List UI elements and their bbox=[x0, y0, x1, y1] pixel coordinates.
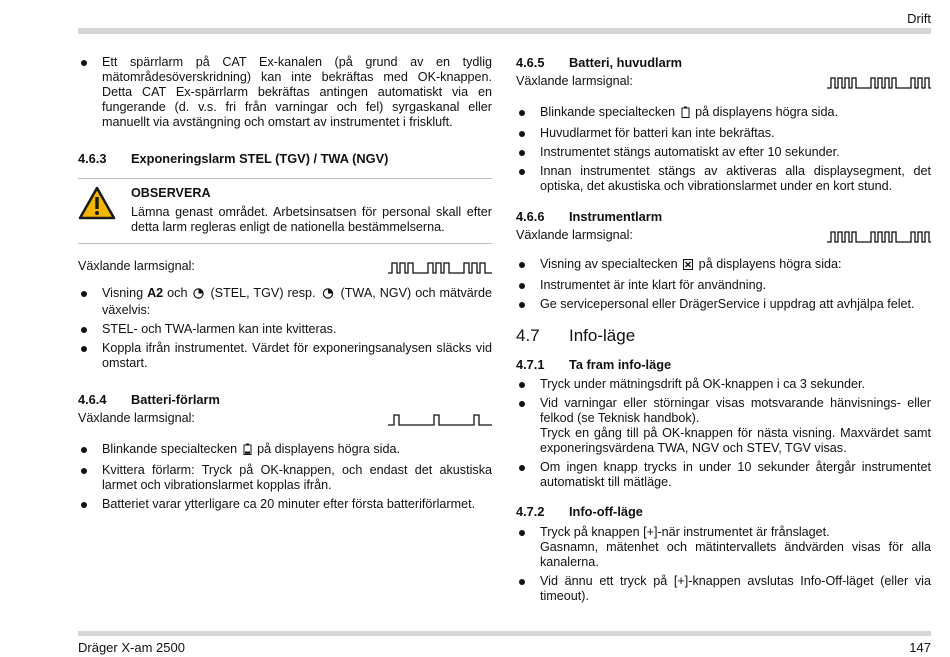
s463-bullet-1 bbox=[78, 286, 492, 318]
section-4-7-2-heading bbox=[516, 504, 931, 519]
twa-clock-icon bbox=[322, 288, 335, 303]
section-4-6-3-heading bbox=[78, 151, 492, 166]
section-number: 4.7 bbox=[516, 326, 540, 345]
alarm-signal-pattern-icon bbox=[827, 76, 931, 89]
s463-bullet-3: Koppla ifrån instrumentet. Värdet för exponeringsanalysen släcks vid omstart. bbox=[78, 341, 492, 371]
alarm-signal-pattern-icon bbox=[827, 230, 931, 243]
s466-bullet-1 bbox=[516, 257, 931, 274]
stel-clock-icon bbox=[193, 288, 204, 303]
alarm-signal-label: Växlande larmsignal: bbox=[78, 259, 195, 273]
text-part: Visning av specialtecken bbox=[540, 257, 682, 271]
s464-bullet-1 bbox=[78, 442, 492, 459]
alarm-signal-row bbox=[78, 259, 492, 274]
warning-note bbox=[78, 178, 492, 244]
note-body: Lämna genast området. Arbetsinsatsen för personal skall efter detta larm regleras enligt de nationella bestämmelserna. bbox=[131, 205, 492, 234]
alarm-signal-pattern-icon bbox=[388, 261, 492, 274]
s472-bullet-2: Vid ännu ett tryck på [+]-knappen avslutas Info-Off-läget (eller via timeout). bbox=[516, 574, 931, 604]
alarm-signal-row bbox=[516, 74, 931, 89]
bullet-line: Vid varningar eller störningar visas motsvarande hänvisnings- eller felkod (se Teknisk handbok). bbox=[540, 396, 931, 425]
s465-bullet-2: Huvudlarmet för batteri kan inte bekräftas. bbox=[516, 126, 931, 141]
s466-bullet-2: Instrumentet är inte klart för användning. bbox=[516, 278, 931, 293]
s466-bullet-3: Ge servicepersonal eller DrägerService i uppdrag att avhjälpa felet. bbox=[516, 297, 931, 312]
text-part: Blinkande specialtecken bbox=[102, 442, 241, 456]
footer-product: Dräger X-am 2500 bbox=[78, 640, 185, 655]
note-title: OBSERVERA bbox=[131, 186, 211, 200]
bullet-line: Tryck en gång till på OK-knappen för nästa visning. Maxvärdet samt exponeringsvärdena TWA, NGV och STEV, TGV visas. bbox=[540, 426, 931, 455]
text-part: och bbox=[163, 286, 192, 300]
section-number: 4.6.5 bbox=[516, 55, 545, 70]
section-title: Batteri, huvudlarm bbox=[569, 55, 683, 70]
s464-bullet-3: Batteriet varar ytterligare ca 20 minuter efter första batteriförlarmet. bbox=[78, 497, 492, 512]
alarm-signal-label: Växlande larmsignal: bbox=[516, 74, 633, 88]
s471-bullet-1: Tryck under mätningsdrift på OK-knappen i ca 3 sekunder. bbox=[516, 377, 931, 392]
page-number: 147 bbox=[909, 640, 931, 655]
s465-bullet-3: Instrumentet stängs automatiskt av efter 10 sekunder. bbox=[516, 145, 931, 160]
section-4-6-4-heading bbox=[78, 392, 492, 407]
bullet-line: Tryck på knappen [+]-när instrumentet är frånslaget. bbox=[540, 525, 830, 539]
s471-bullet-2 bbox=[516, 396, 931, 456]
text-part: på displayens högra sida. bbox=[253, 442, 400, 456]
s472-bullet-1 bbox=[516, 525, 931, 570]
alarm-signal-pattern-icon bbox=[388, 413, 492, 426]
battery-icon bbox=[243, 443, 252, 459]
alarm-signal-label: Växlande larmsignal: bbox=[78, 411, 195, 425]
section-title: Instrumentlarm bbox=[569, 209, 663, 224]
intro-bullet: Ett spärrlarm på CAT Ex-kanalen (på grund av en tydlig mätområdesöverskridning) kan inte bekräftas med OK-knappen. Detta CAT Ex-spärrlarm bekräftas antingen automatiskt via en fungerande (d. v.s. fri från varningar och fel) syrgaskanal eller manuellt via avstängning och omstart av instrumentet i friskluft. bbox=[78, 55, 492, 130]
text-part: (TWA, NGV) och mätvärde växelvis: bbox=[102, 286, 492, 317]
left-column bbox=[78, 55, 492, 512]
text-part: Visning bbox=[102, 286, 148, 300]
section-4-7-1-heading bbox=[516, 357, 931, 372]
bullet-line: Gasnamn, mätenhet och mätintervallets ändvärden visas för alla kanalerna. bbox=[540, 540, 931, 569]
s471-bullet-3: Om ingen knapp trycks in under 10 sekunder återgår instrumentet automatiskt till mätläge. bbox=[516, 460, 931, 490]
header-section: Drift bbox=[907, 11, 931, 26]
battery-icon bbox=[681, 106, 690, 122]
alarm-signal-row bbox=[516, 228, 931, 243]
text-part: (STEL, TGV) resp. bbox=[206, 286, 320, 300]
text-part: på displayens högra sida. bbox=[691, 105, 838, 119]
footer-rule bbox=[78, 631, 931, 636]
section-number: 4.6.4 bbox=[78, 392, 107, 407]
text-part: Blinkande specialtecken bbox=[540, 105, 679, 119]
right-column bbox=[516, 55, 931, 604]
warning-triangle-icon bbox=[78, 186, 131, 235]
section-title: Exponeringslarm STEL (TGV) / TWA (NGV) bbox=[131, 151, 389, 166]
section-title: Ta fram info-läge bbox=[569, 357, 672, 372]
s464-bullet-2: Kvittera förlarm: Tryck på OK-knappen, och endast det akustiska larmet och vibrationslarmet kopplas ifrån. bbox=[78, 463, 492, 493]
section-number: 4.6.3 bbox=[78, 151, 107, 166]
section-number: 4.7.2 bbox=[516, 504, 545, 519]
text-part: på displayens högra sida: bbox=[695, 257, 842, 271]
alarm-signal-row bbox=[78, 411, 492, 426]
s463-bullet-2: STEL- och TWA-larmen kan inte kvitteras. bbox=[78, 322, 492, 337]
header-rule bbox=[78, 28, 931, 34]
section-4-7-heading bbox=[516, 326, 931, 346]
s465-bullet-1 bbox=[516, 105, 931, 122]
section-title: Info-off-läge bbox=[569, 504, 643, 519]
s465-bullet-4: Innan instrumentet stängs av aktiveras alla displaysegment, det optiska, det akustiska och vibrationslarmet under en kort stund. bbox=[516, 164, 931, 194]
instrument-error-icon bbox=[683, 259, 693, 274]
section-title: Batteri-förlarm bbox=[131, 392, 220, 407]
section-number: 4.7.1 bbox=[516, 357, 545, 372]
alarm-signal-label: Växlande larmsignal: bbox=[516, 228, 633, 242]
display-code: A2 bbox=[147, 286, 164, 300]
section-number: 4.6.6 bbox=[516, 209, 545, 224]
section-4-6-6-heading bbox=[516, 209, 931, 224]
section-4-6-5-heading bbox=[516, 55, 931, 70]
section-title: Info-läge bbox=[569, 326, 636, 345]
